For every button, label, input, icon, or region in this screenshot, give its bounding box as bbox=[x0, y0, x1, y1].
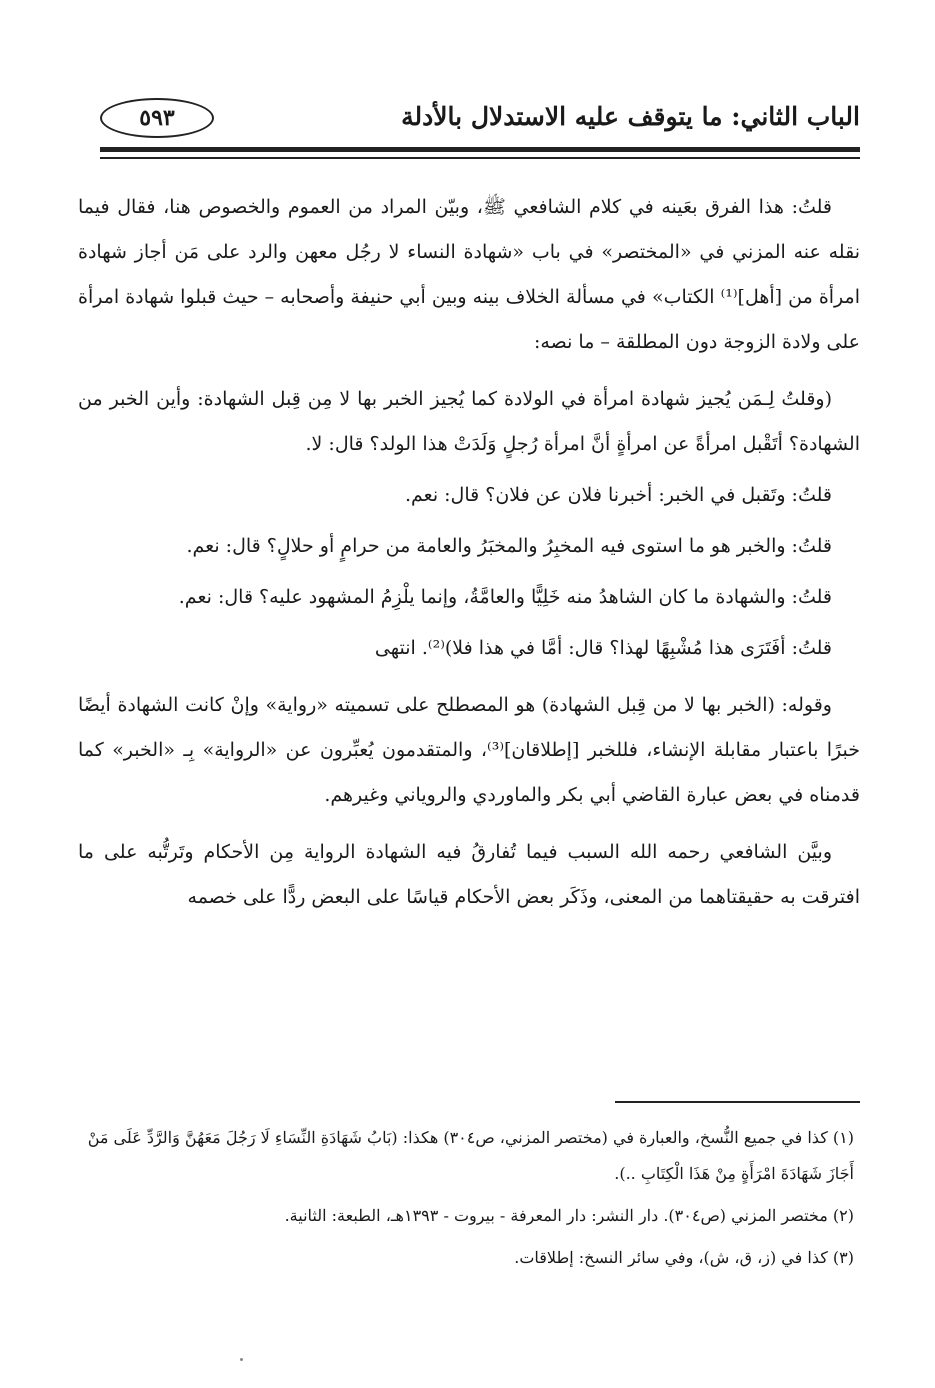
stray-mark bbox=[240, 1358, 243, 1361]
header-rule-thin bbox=[100, 157, 860, 159]
page-header bbox=[100, 96, 860, 146]
paragraph: قلتُ: أفَتَرَى هذا مُشْبِهًا لهذا؟ قال: أمَّا في هذا فلا)⁽²⁾. انتهى bbox=[374, 637, 832, 659]
paragraph: (وقلتُ لِـمَن يُجيز شهادة امرأة في الولادة كما يُجيز الخبر بها لا مِن قِبل الشهادة: وأين الخبر من الشهادة؟ أتَقْبل امرأةً عن امرأةٍ أنَّ امرأة رُجلٍ وَلَدَتْ هذا الولد؟ قال: لا. bbox=[78, 388, 860, 455]
paragraph: قلتُ: والشهادة ما كان الشاهدُ منه خَلِيًّا والعامَّةُ، وإنما يلْزِمُ المشهود عليه؟ قال: نعم. bbox=[178, 586, 832, 608]
page-number: ٥٩٣ bbox=[100, 98, 214, 138]
paragraph: قلتُ: هذا الفرق بعَينه في كلام الشافعي ﷺ، وبيّن المراد من العموم والخصوص هنا، فقال فيما نقله عنه المزني في «المختصر» في باب «شهادة النساء لا رجُل معهن والرد على مَن أجاز شهادة امرأة من [أهل]⁽¹⁾ الكتاب» في مسألة الخلاف بينه وبين أبي حنيفة وأصحابه – حيث قبلوا شهادة امرأة على ولادة الزوجة دون المطلقة – ما نصه: bbox=[78, 196, 860, 353]
footnote: (٣) كذا في (ز، ق، ش)، وفي سائر النسخ: إطلاقات. bbox=[514, 1248, 854, 1267]
paragraph: وقوله: (الخبر بها لا من قِبل الشهادة) هو المصطلح على تسميته «رواية» وإنْ كانت الشهادة أيضًا خبرًا باعتبار مقابلة الإنشاء، فللخبر [إطلاقان]⁽³⁾، والمتقدمون يُعبِّرون عن «الرواية» بِـ «الخبر» كما قدمناه في بعض عبارة القاضي أبي بكر والماوردي والروياني وغيرهم. bbox=[78, 694, 860, 806]
paragraph: قلتُ: وتَقبل في الخبر: أخبرنا فلان عن فلان؟ قال: نعم. bbox=[404, 484, 832, 506]
footnote-separator bbox=[615, 1101, 860, 1103]
paragraph: قلتُ: والخبر هو ما استوى فيه المخبِرُ والمخبَرُ والعامة من حرامٍ أو حلالٍ؟ قال: نعم. bbox=[186, 535, 832, 557]
main-text bbox=[78, 185, 860, 920]
footnote: (١) كذا في جميع النُّسخ، والعبارة في (مختصر المزني، ص٣٠٤) هكذا: (بَابُ شَهَادَةِ النِّسَاءِ لَا رَجُلَ مَعَهُنَّ وَالرَّدِّ عَلَى مَنْ أَجَازَ شَهَادَةَ امْرَأَةٍ مِنْ هَذَا الْكِتَابِ ..). bbox=[87, 1128, 854, 1183]
paragraph: وبيَّن الشافعي رحمه الله السبب فيما تُفارقُ فيه الشهادة الرواية مِن الأحكام وتَرتُّبه على ما افترقت به حقيقتاهما من المعنى، وذَكَر بعض الأحكام قياسًا على البعض ردًّا على خصمه bbox=[78, 841, 860, 908]
header-rule-thick bbox=[100, 147, 860, 152]
footnote: (٢) مختصر المزني (ص٣٠٤). دار النشر: دار المعرفة - بيروت - ١٣٩٣هـ، الطبعة: الثانية. bbox=[284, 1206, 854, 1225]
footnotes bbox=[78, 1120, 860, 1282]
running-title: الباب الثاني: ما يتوقف عليه الاستدلال بالأدلة bbox=[401, 102, 860, 131]
